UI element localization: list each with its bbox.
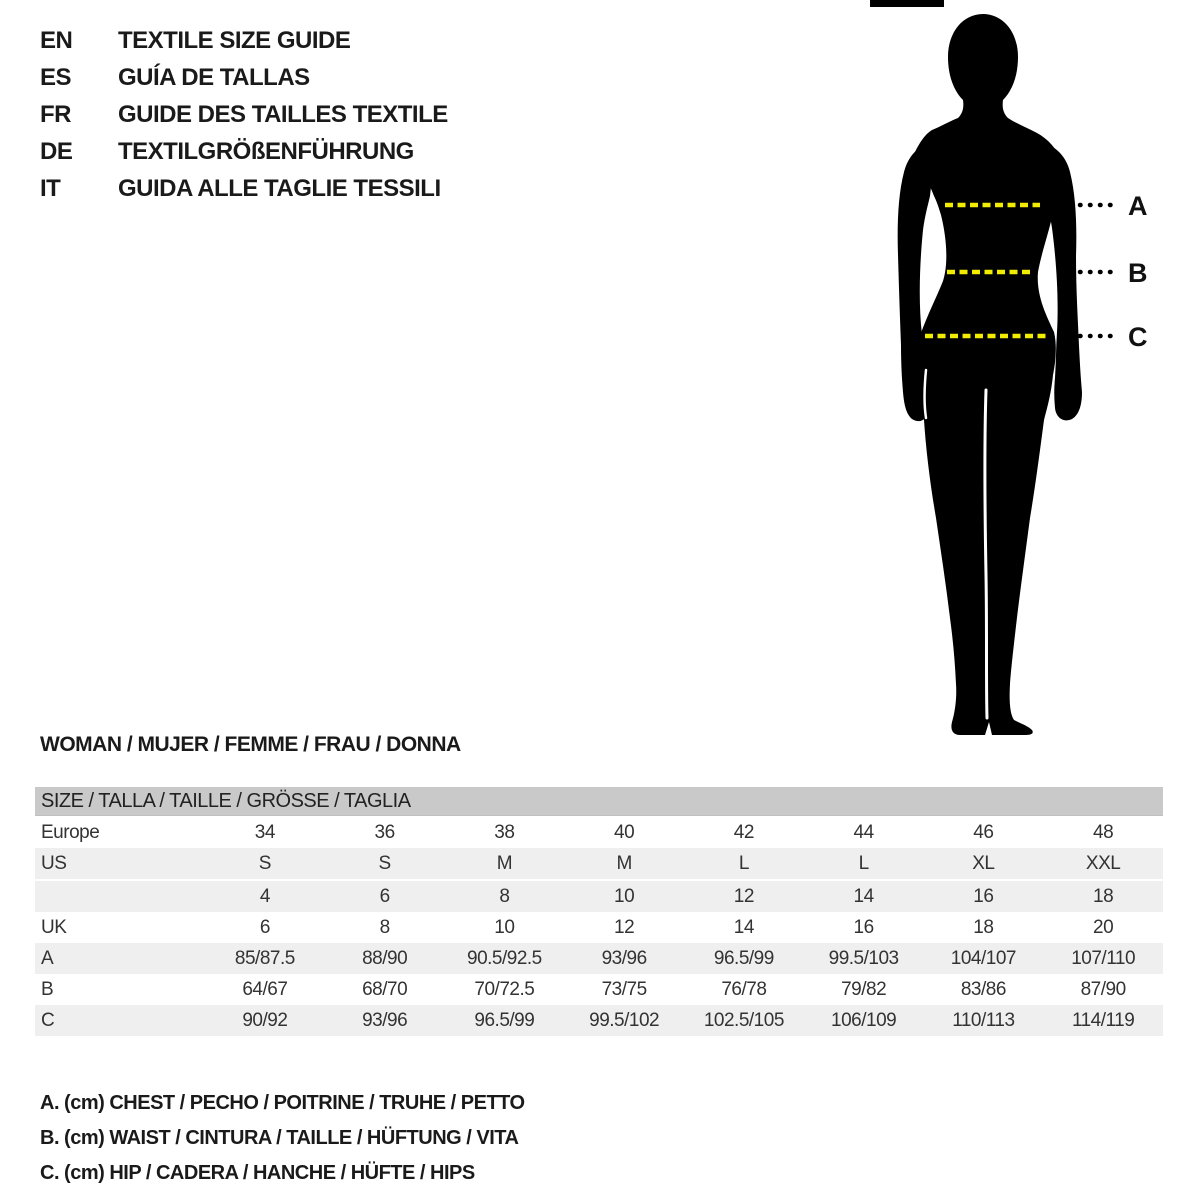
size-cell: 44 bbox=[853, 821, 874, 843]
legend-line: C. (cm) HIP / CADERA / HANCHE / HÜFTE / HIPS bbox=[40, 1162, 475, 1184]
table-row bbox=[35, 912, 1163, 943]
size-cell: XXL bbox=[1043, 848, 1163, 880]
language-row bbox=[40, 170, 448, 207]
legend-line: A. (cm) CHEST / PECHO / POITRINE / TRUHE / PETTO bbox=[40, 1092, 525, 1114]
size-cell: 16 bbox=[924, 880, 1044, 912]
size-cell: 96.5/99 bbox=[684, 943, 804, 974]
size-cell: 87/90 bbox=[1080, 978, 1126, 1000]
size-cell: 93/96 bbox=[325, 1005, 445, 1036]
size-cell: 68/70 bbox=[362, 978, 408, 1000]
size-cell: 104/107 bbox=[924, 943, 1044, 974]
language-title: GUIDE DES TAILLES TEXTILE bbox=[118, 101, 448, 128]
measurement-legend bbox=[40, 1086, 525, 1191]
size-cell: 6 bbox=[325, 880, 445, 912]
size-cell: 83/86 bbox=[960, 978, 1006, 1000]
size-cell: 70/72.5 bbox=[474, 978, 535, 1000]
size-cell: 90.5/92.5 bbox=[445, 943, 565, 974]
size-cell: M bbox=[445, 848, 565, 880]
table-row bbox=[35, 848, 1163, 880]
top-crop-mark bbox=[870, 0, 944, 7]
size-cell: 90/92 bbox=[205, 1005, 325, 1036]
size-cell: 16 bbox=[853, 916, 874, 938]
size-cell: 73/75 bbox=[601, 978, 647, 1000]
language-row bbox=[40, 96, 448, 133]
size-cell: 93/96 bbox=[564, 943, 684, 974]
language-title: TEXTILGRÖßENFÜHRUNG bbox=[118, 138, 414, 165]
size-cell: 76/78 bbox=[721, 978, 767, 1000]
language-title: GUIDA ALLE TAGLIE TESSILI bbox=[118, 175, 441, 202]
woman-silhouette-figure bbox=[870, 0, 1185, 745]
size-cell: 110/113 bbox=[924, 1005, 1044, 1036]
size-cell: 85/87.5 bbox=[205, 943, 325, 974]
table-row bbox=[35, 817, 1163, 848]
row-label: B bbox=[41, 978, 54, 1000]
size-cell: 38 bbox=[494, 821, 515, 843]
language-code: EN bbox=[40, 27, 73, 54]
language-code: DE bbox=[40, 138, 73, 165]
size-cell: 99.5/103 bbox=[804, 943, 924, 974]
size-cell: 6 bbox=[259, 916, 270, 938]
size-cell: 42 bbox=[733, 821, 754, 843]
language-title: GUÍA DE TALLAS bbox=[118, 64, 310, 91]
size-cell: 4 bbox=[205, 880, 325, 912]
size-cell: S bbox=[205, 848, 325, 880]
size-cell: 99.5/102 bbox=[564, 1005, 684, 1036]
size-cell: 107/110 bbox=[1043, 943, 1163, 974]
size-cell: L bbox=[804, 848, 924, 880]
size-cell: 10 bbox=[564, 880, 684, 912]
language-title: TEXTILE SIZE GUIDE bbox=[118, 27, 351, 54]
size-cell: 12 bbox=[684, 880, 804, 912]
size-cell: 79/82 bbox=[841, 978, 887, 1000]
table-row bbox=[35, 1005, 1163, 1036]
size-table-body bbox=[35, 817, 1163, 1036]
size-cell: 10 bbox=[494, 916, 515, 938]
size-cell: M bbox=[564, 848, 684, 880]
legend-line: B. (cm) WAIST / CINTURA / TAILLE / HÜFTUNG / VITA bbox=[40, 1127, 519, 1149]
row-label bbox=[35, 880, 205, 912]
size-cell: 14 bbox=[733, 916, 754, 938]
size-table bbox=[35, 817, 1163, 1036]
size-cell: 14 bbox=[804, 880, 924, 912]
size-cell: 18 bbox=[1043, 880, 1163, 912]
size-cell: 106/109 bbox=[804, 1005, 924, 1036]
size-cell: 8 bbox=[445, 880, 565, 912]
size-cell: 46 bbox=[973, 821, 994, 843]
measure-label-c: C bbox=[1128, 322, 1147, 352]
row-label: US bbox=[35, 848, 205, 880]
size-cell: 40 bbox=[614, 821, 635, 843]
size-cell: 114/119 bbox=[1043, 1005, 1163, 1036]
language-row bbox=[40, 59, 448, 96]
language-code: ES bbox=[40, 64, 72, 91]
size-cell: 48 bbox=[1093, 821, 1114, 843]
language-list bbox=[40, 22, 448, 207]
size-cell: 12 bbox=[614, 916, 635, 938]
language-row bbox=[40, 133, 448, 170]
size-table-header: SIZE / TALLA / TAILLE / GRÖSSE / TAGLIA bbox=[35, 787, 1163, 816]
size-cell: XL bbox=[924, 848, 1044, 880]
size-cell: 20 bbox=[1093, 916, 1114, 938]
left-hand-gap-line bbox=[925, 370, 927, 418]
table-row bbox=[35, 974, 1163, 1005]
size-cell: S bbox=[325, 848, 445, 880]
language-code: IT bbox=[40, 175, 61, 202]
size-cell: 36 bbox=[374, 821, 395, 843]
row-label: UK bbox=[41, 916, 67, 938]
size-cell: 34 bbox=[254, 821, 275, 843]
measure-label-b: B bbox=[1128, 258, 1147, 288]
measure-label-a: A bbox=[1128, 191, 1147, 221]
row-label: Europe bbox=[41, 821, 100, 843]
table-row bbox=[35, 880, 1163, 912]
size-cell: 18 bbox=[973, 916, 994, 938]
language-row bbox=[40, 22, 448, 59]
row-label: C bbox=[35, 1005, 205, 1036]
language-code: FR bbox=[40, 101, 71, 128]
size-cell: 64/67 bbox=[242, 978, 288, 1000]
section-title: WOMAN / MUJER / FEMME / FRAU / DONNA bbox=[40, 733, 461, 756]
size-cell: 8 bbox=[379, 916, 390, 938]
size-cell: 102.5/105 bbox=[684, 1005, 804, 1036]
size-cell: L bbox=[684, 848, 804, 880]
size-cell: 96.5/99 bbox=[445, 1005, 565, 1036]
row-label: A bbox=[35, 943, 205, 974]
size-cell: 88/90 bbox=[325, 943, 445, 974]
table-row bbox=[35, 943, 1163, 974]
